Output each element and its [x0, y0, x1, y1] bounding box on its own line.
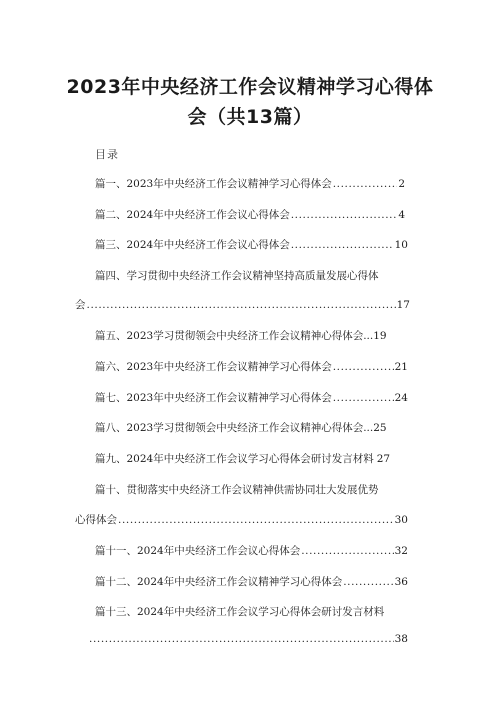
toc-entry-8[interactable] — [95, 421, 415, 435]
toc-entry-6[interactable] — [95, 360, 408, 374]
leader-dots — [343, 575, 393, 589]
title-line-1: 2023年中央经济工作会议精神学习心得体 — [66, 76, 434, 98]
toc-entry-label: 篇十一、2024年中央经济工作会议心得体会 — [95, 545, 301, 557]
toc-entry-page: 27 — [376, 453, 391, 465]
toc-entry-12[interactable] — [95, 575, 408, 589]
toc-entry-10-continuation[interactable] — [75, 513, 408, 527]
leader-dots — [89, 632, 394, 646]
toc-entry-continuation: 会 — [75, 299, 86, 311]
toc-entry-label: 篇三、2024年中央经济工作会议心得体会 — [95, 239, 290, 251]
leader-dots — [291, 238, 394, 252]
toc-entry-label: 篇一、2023年中央经济工作会议精神学习心得体会 — [95, 178, 332, 190]
toc-entry-label: 篇十三、2024年中央经济工作会议学习心得体会研讨发言材料 — [95, 606, 385, 618]
toc-entry-1[interactable] — [95, 177, 405, 191]
toc-entry-page: 17 — [396, 299, 410, 311]
toc-entry-9[interactable] — [95, 452, 415, 466]
leader-dots — [333, 360, 394, 374]
toc-entry-page: 19 — [373, 330, 387, 342]
toc-entry-4-continuation[interactable] — [75, 298, 410, 312]
toc-entry-label: 篇六、2023年中央经济工作会议精神学习心得体会 — [95, 361, 332, 373]
toc-entry-label: 篇七、2023年中央经济工作会议精神学习心得体会 — [95, 392, 332, 404]
leader-dots — [301, 544, 393, 558]
toc-entry-page: 36 — [394, 576, 408, 588]
toc-entry-label: 篇九、2024年中央经济工作会议学习心得体会研讨发言材料 — [95, 453, 374, 465]
leader-dots — [333, 391, 394, 405]
toc-entry-page: 30 — [394, 514, 408, 526]
toc-entry-page: 21 — [394, 361, 408, 373]
toc-entry-page: 2 — [398, 178, 405, 190]
toc-entry-4[interactable] — [95, 269, 405, 283]
toc-entry-page: 24 — [394, 392, 408, 404]
leader-dots — [333, 177, 398, 191]
leader-dots — [87, 298, 396, 312]
toc-entry-page: 38 — [394, 633, 408, 645]
title-line-2: 会（共13篇） — [187, 106, 313, 128]
toc-entry-label: 篇四、学习贯彻中央经济工作会议精神坚持高质量发展心得体 — [95, 270, 379, 282]
toc-entry-13[interactable] — [95, 605, 405, 619]
toc-entry-label: 篇五、2023学习贯彻领会中央经济工作会议精神心得体会... — [95, 330, 374, 342]
toc-entry-continuation: 心得体会 — [75, 514, 117, 526]
toc-entry-2[interactable] — [95, 208, 405, 222]
toc-entry-page: 25 — [373, 422, 387, 434]
leader-dots — [291, 208, 398, 222]
toc-entry-13-continuation[interactable] — [88, 632, 408, 646]
toc-entry-10[interactable] — [95, 483, 405, 497]
toc-entry-3[interactable] — [95, 238, 408, 252]
toc-entry-11[interactable] — [95, 544, 408, 558]
toc-entry-label: 篇十、贯彻落实中央经济工作会议精神供需协同壮大发展优势 — [95, 484, 379, 496]
toc-entry-7[interactable] — [95, 391, 408, 405]
toc-entry-page: 10 — [394, 239, 408, 251]
toc-entry-5[interactable] — [95, 329, 415, 343]
leader-dots — [118, 513, 394, 527]
toc-heading: 目录 — [95, 148, 119, 161]
toc-entry-label: 篇八、2023学习贯彻领会中央经济工作会议精神心得体会... — [95, 422, 374, 434]
toc-entry-label: 篇二、2024年中央经济工作会议心得体会 — [95, 209, 290, 221]
toc-entry-label: 篇十二、2024年中央经济工作会议精神学习心得体会 — [95, 576, 343, 588]
toc-entry-page: 32 — [394, 545, 408, 557]
toc-entry-page: 4 — [398, 209, 405, 221]
